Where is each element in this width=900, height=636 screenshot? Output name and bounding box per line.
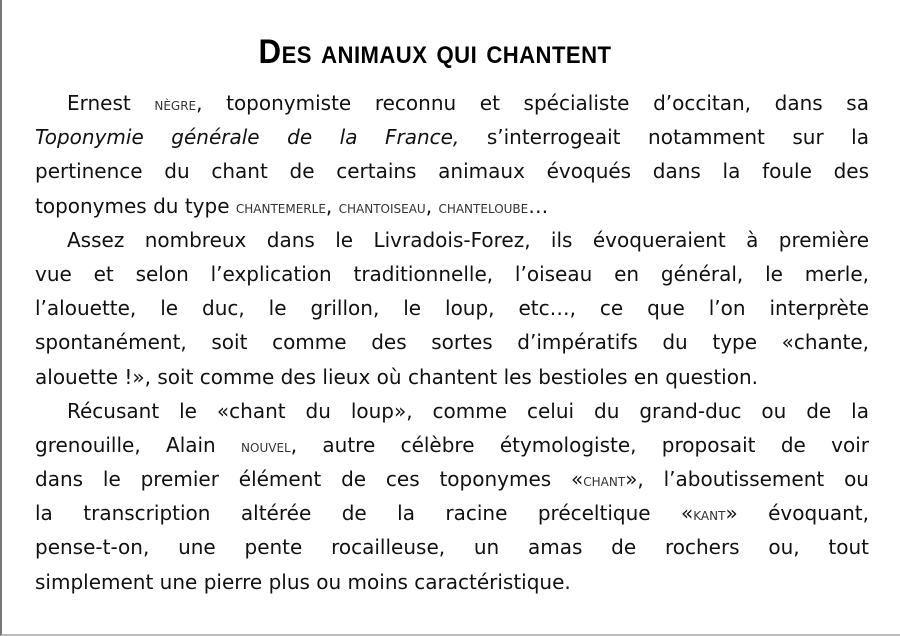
text-segment: dans le premier élément de ces toponymes « xyxy=(35,467,584,492)
text-line xyxy=(35,565,869,599)
text-line xyxy=(35,428,869,462)
small-caps-name: chantoiseau xyxy=(338,197,426,218)
text-segment: » évoquant, xyxy=(725,501,869,526)
text-segment: , xyxy=(425,193,439,218)
text-line xyxy=(35,257,869,291)
text-line xyxy=(35,86,869,120)
small-caps-name: chanteloube xyxy=(438,197,529,218)
text-segment: Récusant le «chant du loup», comme celui du grand-duc ou de la xyxy=(67,398,869,423)
text-segment: Ernest xyxy=(67,91,155,115)
text-line xyxy=(35,325,869,359)
italic-title: Toponymie générale de la France, xyxy=(35,125,460,150)
paragraph xyxy=(35,86,869,223)
text-line xyxy=(35,291,869,325)
text-line xyxy=(35,120,869,154)
text-segment: simplement une pierre plus ou moins caractéristique. xyxy=(35,569,571,594)
small-caps-name: chantemerle xyxy=(235,197,326,218)
text-segment: pense-t-on, une pente rocailleuse, un amas de rochers ou, tout xyxy=(35,535,869,560)
small-caps-name: nègre xyxy=(154,95,197,115)
paragraph xyxy=(35,394,869,599)
small-caps-name: chant xyxy=(583,471,626,492)
text-segment: alouette !», soit comme des lieux où chantent les bestioles en question. xyxy=(35,364,759,389)
text-segment: vue et selon l’explication traditionnelle, l’oiseau en général, le merle, xyxy=(35,261,869,286)
text-segment: … xyxy=(528,193,549,218)
text-segment: la transcription altérée de la racine préceltique « xyxy=(35,501,694,526)
text-segment: l’alouette, le duc, le grillon, le loup, etc…, ce que l’on interprète xyxy=(35,296,869,321)
text-line xyxy=(35,223,869,257)
text-line xyxy=(35,462,869,496)
small-caps-name: nouvel xyxy=(241,436,291,457)
text-line xyxy=(35,496,869,530)
text-segment: toponymes du type xyxy=(35,193,236,218)
text-segment: , xyxy=(325,193,339,218)
text-segment: spontanément, soit comme des sortes d’impératifs du type «chante, xyxy=(35,330,869,355)
page-title: Des animaux qui chantent xyxy=(258,33,612,71)
paragraph xyxy=(35,223,869,394)
text-segment: grenouille, Alain xyxy=(35,432,242,457)
text-line xyxy=(35,360,869,394)
text-segment: , autre célèbre étymologiste, proposait de voir xyxy=(290,432,869,457)
text-segment: , toponymiste reconnu et spécialiste d’occitan, dans sa xyxy=(196,91,869,115)
text-segment: pertinence du chant de certains animaux évoqués dans la foule des xyxy=(35,159,869,184)
text-line xyxy=(35,394,869,428)
text-segment: Assez nombreux dans le Livradois-Forez, ils évoqueraient à première xyxy=(67,227,869,252)
text-line xyxy=(35,189,869,223)
text-line xyxy=(35,530,869,564)
small-caps-name: kant xyxy=(693,505,726,526)
document-body xyxy=(35,86,869,599)
text-line xyxy=(35,154,869,188)
text-segment: », l’aboutissement ou xyxy=(625,467,869,492)
text-segment: s’interrogeait notamment sur la xyxy=(459,125,869,150)
